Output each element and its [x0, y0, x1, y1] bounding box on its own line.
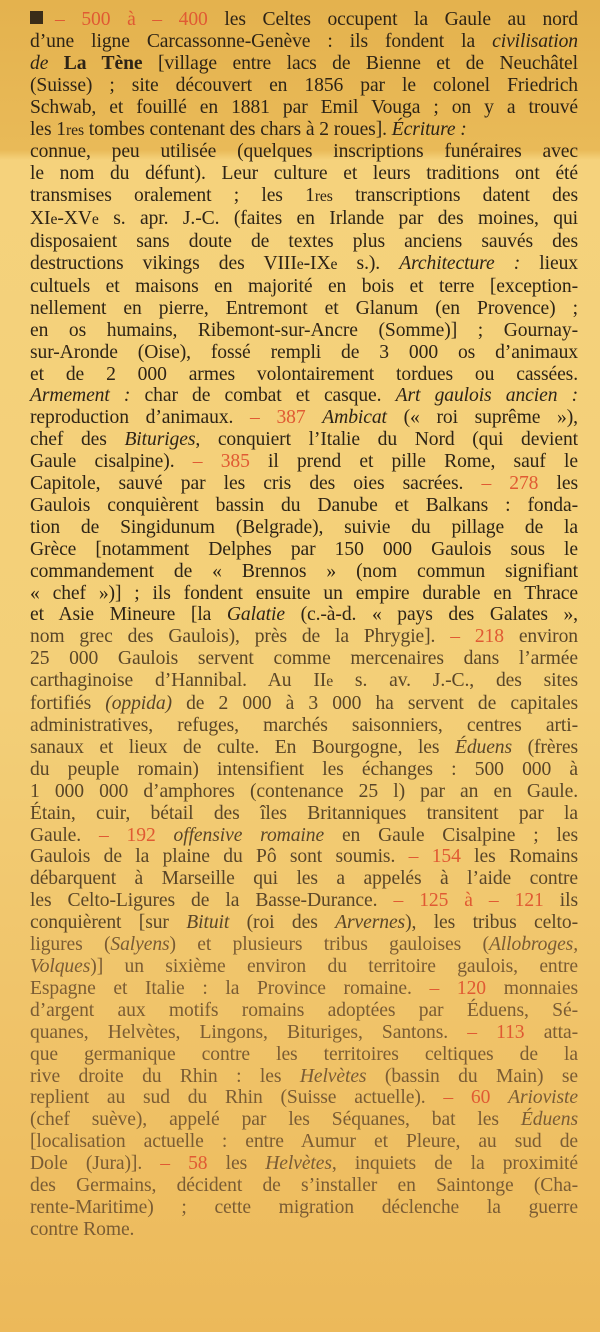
- text-segment: rente-Maritime) ; cette migration déclenche la guerre: [30, 1196, 578, 1218]
- text-line: [30, 1066, 578, 1088]
- text-segment: Architecture :: [399, 252, 521, 274]
- text-segment: d’argent aux motifs romains adoptées par Éduens, Sé-: [30, 999, 578, 1021]
- text-segment: du peuple romain) intensifient les échanges : 500 000 à: [30, 758, 578, 780]
- text-segment: cultuels et maisons en majorité en bois et terre [exception-: [30, 275, 578, 297]
- text-segment: (frères: [512, 736, 578, 758]
- text-segment: les 1: [30, 118, 66, 140]
- text-segment: Éduens: [520, 1109, 578, 1131]
- date-marker: – 385: [192, 451, 250, 473]
- text-line: [30, 715, 578, 737]
- text-line: [30, 231, 578, 253]
- text-segment: [306, 407, 323, 428]
- text-line: [30, 185, 578, 208]
- text-line: [30, 1022, 578, 1044]
- text-segment: res: [314, 188, 333, 206]
- text-segment: transcriptions datent des: [332, 185, 579, 207]
- text-segment: e: [326, 673, 334, 691]
- text-segment: il prend et pille Rome, sauf le: [249, 451, 578, 473]
- text-line: [30, 208, 578, 231]
- text-line: [30, 693, 578, 715]
- text-segment: connue, peu utilisée (quelques inscriptions funéraires avec: [30, 141, 578, 163]
- text-segment: Dole (Jura)].: [30, 1153, 161, 1175]
- text-segment: nellement en pierre, Entremont et Glanum (en Provence) ;: [30, 297, 578, 319]
- date-marker: – 218: [450, 626, 504, 648]
- text-segment: Art gaulois ancien :: [395, 385, 579, 407]
- text-line: [30, 407, 578, 429]
- text-line: [30, 31, 578, 53]
- text-segment: e: [50, 211, 58, 229]
- text-line: [30, 97, 578, 119]
- text-line: [30, 868, 578, 890]
- text-segment: ) et plusieurs tribus gauloises (: [169, 934, 489, 956]
- text-segment: disposaient sans doute de textes plus anciens sauvés des: [30, 231, 578, 253]
- text-segment: , inquiets de la proximité: [331, 1153, 579, 1175]
- text-segment: (Suisse) ; site découvert en 1856 par le colonel Friedrich: [30, 74, 578, 96]
- text-segment: environ: [503, 626, 578, 648]
- text-segment: d’une ligne Carcassonne-Genève : ils fondent la: [30, 30, 493, 52]
- text-segment: e: [330, 255, 338, 273]
- text-segment: ), les tribus celto-: [405, 912, 579, 934]
- date-marker: – 154: [408, 846, 461, 868]
- text-segment: )] un sixième environ du territoire gaulois, entre: [90, 955, 578, 977]
- text-segment: nom grec des Gaulois), près de la Phrygie].: [30, 626, 451, 648]
- text-line: [30, 320, 578, 342]
- text-line: [30, 119, 578, 142]
- text-segment: Éduens: [454, 736, 513, 758]
- text-segment: Volques: [30, 955, 91, 977]
- text-segment: [490, 1087, 508, 1108]
- text-segment: tombes contenant des chars à 2 roues].: [83, 118, 392, 140]
- text-line: [30, 9, 578, 31]
- text-segment: que germanique contre les territoires celtiques de la: [30, 1043, 578, 1065]
- text-segment: Bituriges: [124, 429, 196, 451]
- text-line: [30, 364, 578, 386]
- text-line: [30, 342, 578, 364]
- text-segment: -IX: [303, 252, 331, 274]
- text-line: [30, 75, 578, 97]
- text-segment: Étain, cuir, bétail des îles Britanniques transitent par la: [30, 802, 578, 824]
- text-segment: monnaies: [486, 977, 578, 999]
- text-segment: Salyens: [110, 934, 170, 956]
- text-segment: sanaux et lieux de culte. En Bourgogne, les: [30, 736, 455, 758]
- text-segment: les Romains: [460, 846, 578, 868]
- text-segment: (roi des: [229, 912, 336, 934]
- text-line: [30, 276, 578, 298]
- text-line: [30, 803, 578, 825]
- text-line: [30, 53, 578, 75]
- text-line: [30, 1197, 578, 1219]
- date-marker: – 113: [467, 1021, 525, 1043]
- text-segment: destructions vikings des VIII: [30, 252, 297, 274]
- text-line: [30, 604, 578, 626]
- text-segment: de: [30, 52, 64, 74]
- text-line: [30, 648, 578, 670]
- text-line: [30, 253, 578, 276]
- text-line: [30, 429, 578, 451]
- text-segment: 1 000 000 d’amphores (contenance 25 l) par an en Gaule.: [30, 780, 578, 802]
- text-segment: lieux: [520, 252, 578, 274]
- text-line: [30, 934, 578, 956]
- text-segment: fortifiés: [30, 693, 106, 715]
- text-line: [30, 1000, 578, 1022]
- text-segment: Helvètes: [299, 1065, 367, 1087]
- text-line: [30, 561, 578, 583]
- text-segment: le nom du défunt). Leur culture et leurs traditions ont été: [30, 163, 578, 185]
- text-segment: , conquiert l’Italie du Nord (qui devient: [195, 429, 578, 451]
- text-segment: les Celtes occupent la Gaule au nord: [207, 9, 578, 30]
- text-segment: et de 2 000 armes volontairement tordues ou cassées.: [30, 363, 578, 385]
- text-segment: conquièrent [sur: [30, 912, 187, 934]
- text-segment: administratives, refuges, marchés saisonniers, centres arti-: [30, 715, 578, 736]
- text-segment: débarquent à Marseille qui les a appelés à l’aide contre: [30, 868, 578, 890]
- text-segment: replient au sud du Rhin (Suisse actuelle).: [30, 1087, 444, 1109]
- text-segment: Schwab, et fouillé en 1881 par Emil Vouga ; on y a trouvé: [30, 96, 578, 118]
- text-segment: (oppida): [105, 693, 172, 715]
- text-segment: (c.-à-d. « pays des Galates »,: [284, 604, 578, 626]
- text-segment: rive droite du Rhin : les: [30, 1065, 300, 1087]
- text-line: [30, 1044, 578, 1066]
- text-segment: XI: [30, 208, 51, 230]
- text-segment: Armement :: [30, 385, 131, 407]
- text-segment: s.).: [337, 252, 400, 274]
- date-marker: – 60: [443, 1087, 491, 1109]
- text-segment: reproduction d’animaux.: [30, 407, 251, 429]
- date-marker: – 125 à – 121: [393, 890, 544, 912]
- text-segment: et Asie Mineure [la: [30, 604, 227, 626]
- date-marker: – 500 à – 400: [55, 9, 208, 30]
- text-segment: chef des: [30, 429, 125, 451]
- text-segment: les: [538, 473, 579, 495]
- text-line: [30, 781, 578, 803]
- text-segment: (« roi suprême »),: [386, 407, 578, 429]
- text-segment: -XV: [57, 208, 92, 230]
- text-line: [30, 1175, 578, 1197]
- text-line: [30, 583, 578, 605]
- text-segment: « chef »)] ; ils fondent ensuite un empire durable en Thrace: [30, 582, 578, 604]
- text-segment: res: [65, 121, 84, 139]
- text-line: [30, 670, 578, 693]
- text-segment: transmises oralement ; les 1: [30, 185, 315, 207]
- date-marker: – 58: [160, 1153, 208, 1175]
- text-segment: Bituit: [186, 912, 230, 934]
- text-line: [30, 298, 578, 320]
- text-segment: Helvètes: [265, 1153, 332, 1175]
- text-line: [30, 825, 578, 847]
- text-segment: commandement de « Brennos » (nom commun signifiant: [30, 560, 578, 582]
- date-marker: – 192: [98, 824, 156, 846]
- body-text: [30, 9, 578, 1241]
- text-segment: Gaule.: [30, 824, 99, 846]
- section-bullet-icon: [30, 11, 43, 24]
- text-segment: [localisation actuelle : entre Aumur et Pleure, au sud de: [30, 1131, 578, 1153]
- text-segment: sur-Aronde (Oise), fossé rempli de 3 000 os d’animaux: [30, 341, 578, 363]
- text-segment: Grèce [notamment Delphes par 150 000 Gaulois sous le: [30, 538, 578, 560]
- text-line: [30, 978, 578, 1000]
- text-line: [30, 846, 578, 868]
- text-line: [30, 956, 578, 978]
- text-line: [30, 1153, 578, 1175]
- text-line: [30, 737, 578, 759]
- text-line: [30, 141, 578, 163]
- text-segment: 25 000 Gaulois servent comme mercenaires dans l’armée: [30, 648, 578, 670]
- text-segment: e: [296, 255, 304, 273]
- date-marker: – 120: [429, 977, 487, 999]
- text-segment: (bassin du Main) se: [366, 1065, 578, 1087]
- text-segment: Espagne et Italie : la Province romaine.: [30, 977, 430, 999]
- text-segment: Arvernes: [335, 912, 406, 934]
- text-segment: ils: [543, 890, 578, 912]
- text-segment: Gaulois conquièrent bassin du Danube et Balkans : fonda-: [30, 494, 578, 516]
- text-segment: La Tène: [63, 52, 143, 74]
- text-line: [30, 495, 578, 517]
- text-segment: Galatie: [226, 604, 285, 626]
- date-marker: – 278: [481, 473, 539, 495]
- date-marker: – 387: [250, 407, 306, 429]
- text-segment: char de combat et casque.: [130, 385, 396, 407]
- text-segment: Écriture :: [391, 118, 467, 140]
- text-segment: Gaule cisalpine).: [30, 451, 193, 473]
- text-segment: en os humains, Ribemont-sur-Ancre (Somme)] ; Gournay-: [30, 319, 578, 341]
- text-line: [30, 473, 578, 495]
- text-line: [30, 626, 578, 648]
- text-segment: s. av. J.-C., des sites: [333, 670, 578, 692]
- text-segment: contre Rome.: [30, 1218, 135, 1240]
- text-segment: carthaginoise d’Hannibal. Au II: [30, 670, 327, 692]
- text-segment: quanes, Helvètes, Lingons, Bituriges, Santons.: [30, 1021, 468, 1043]
- text-segment: les Celto-Ligures de la Basse-Durance.: [30, 890, 394, 912]
- text-segment: Arioviste: [508, 1087, 578, 1109]
- text-segment: [156, 825, 174, 846]
- text-segment: (chef suève), appelé par les Séquanes, bat les: [30, 1109, 521, 1131]
- text-segment: civilisation: [492, 30, 578, 52]
- text-line: [30, 385, 578, 407]
- text-line: [30, 163, 578, 185]
- text-line: [30, 912, 578, 934]
- text-line: [30, 1087, 578, 1109]
- text-segment: offensive romaine: [173, 824, 325, 846]
- text-segment: e: [91, 211, 99, 229]
- text-segment: les: [207, 1153, 266, 1175]
- text-segment: Ambicat: [322, 407, 387, 429]
- text-segment: Allobroges,: [488, 934, 578, 956]
- text-line: [30, 517, 578, 539]
- text-line: [30, 890, 578, 912]
- text-segment: Capitole, sauvé par les cris des oies sacrées.: [30, 473, 482, 495]
- text-segment: [village entre lacs de Bienne et de Neuchâtel: [142, 52, 578, 74]
- text-line: [30, 1109, 578, 1131]
- text-segment: ligures (: [30, 934, 111, 956]
- text-segment: atta-: [524, 1021, 578, 1043]
- text-segment: de 2 000 à 3 000 ha servent de capitales: [171, 693, 578, 715]
- text-line: [30, 759, 578, 781]
- text-line: [30, 1219, 578, 1241]
- text-segment: Gaulois de la plaine du Pô sont soumis.: [30, 846, 409, 868]
- text-line: [30, 1131, 578, 1153]
- text-segment: tion de Singidunum (Belgrade), suivie du pillage de la: [30, 516, 578, 538]
- text-line: [30, 539, 578, 561]
- text-segment: s. apr. J.-C. (faites en Irlande par des moines, qui: [98, 208, 578, 230]
- text-line: [30, 451, 578, 473]
- text-segment: des Germains, décident de s’installer en Saintonge (Cha-: [30, 1175, 578, 1197]
- text-segment: en Gaule Cisalpine ; les: [324, 824, 578, 846]
